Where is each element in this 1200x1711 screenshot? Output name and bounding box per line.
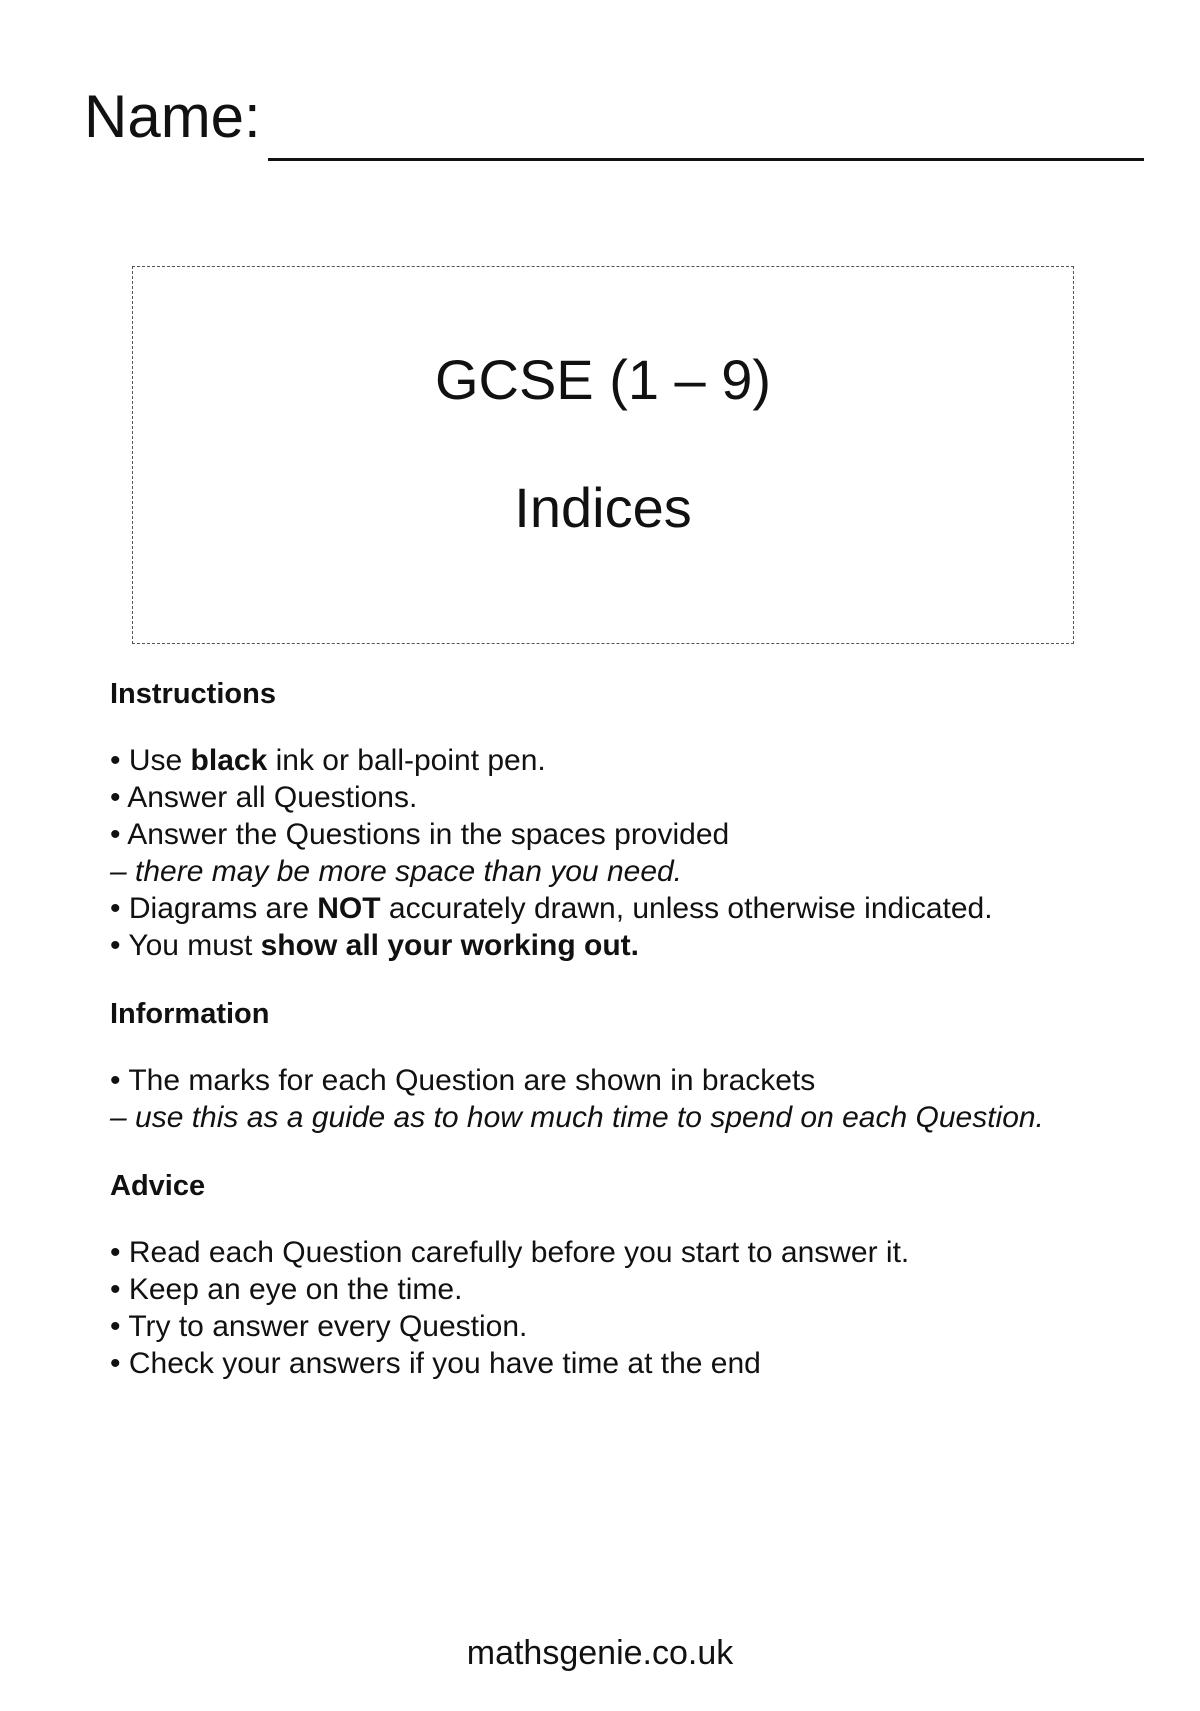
bullet-icon: • [110, 781, 121, 814]
title-box [132, 266, 1074, 644]
item-text: The marks for each Question are shown in brackets [128, 1064, 816, 1097]
advice-section [110, 1168, 1170, 1382]
cover-content [110, 676, 1170, 1382]
list-item [110, 1308, 1170, 1345]
bullet-icon: • [110, 1064, 121, 1097]
item-text: Keep an eye on the time. [128, 1273, 463, 1306]
exam-topic: Indices [514, 476, 692, 539]
item-text: accurately drawn, unless otherwise indicated. [380, 892, 993, 925]
name-label: Name: [84, 83, 261, 150]
item-bold-text: black [190, 744, 268, 777]
item-bold-text: NOT [317, 892, 381, 925]
item-bold-text: show all your working out. [260, 929, 639, 962]
instructions-heading: Instructions [110, 678, 276, 710]
item-text: Read each Question carefully before you start to answer it. [128, 1236, 910, 1269]
item-text: Answer the Questions in the spaces provided [127, 818, 730, 851]
information-heading: Information [110, 998, 270, 1030]
list-item [110, 1271, 1170, 1308]
list-item-note: – there may be more space than you need. [110, 855, 683, 888]
bullet-icon: • [110, 929, 121, 962]
instructions-list [110, 742, 1170, 964]
list-item [110, 1345, 1170, 1382]
bullet-icon: • [110, 892, 121, 925]
instructions-section [110, 676, 1170, 964]
bullet-icon: • [110, 1273, 121, 1306]
bullet-icon: • [110, 744, 121, 777]
list-item [110, 816, 1170, 853]
list-item [110, 779, 1170, 816]
item-text: Answer all Questions. [127, 781, 418, 814]
item-text: Diagrams are [128, 892, 318, 925]
exam-title: GCSE (1 – 9) [434, 348, 772, 411]
advice-list [110, 1234, 1170, 1382]
name-write-line[interactable] [268, 158, 1144, 161]
bullet-icon: • [110, 1347, 121, 1380]
bullet-icon: • [110, 1236, 121, 1269]
item-text: You must [128, 929, 261, 962]
item-text: Check your answers if you have time at the end [128, 1347, 761, 1380]
item-text: Try to answer every Question. [128, 1310, 528, 1343]
bullet-icon: • [110, 1310, 121, 1343]
list-item [110, 1234, 1170, 1271]
list-item [110, 927, 1170, 964]
bullet-icon: • [110, 818, 121, 851]
list-item [110, 890, 1170, 927]
information-section [110, 996, 1170, 1136]
information-list [110, 1062, 1170, 1136]
item-text: Use [128, 744, 191, 777]
list-item [110, 742, 1170, 779]
list-item [110, 1062, 1170, 1099]
advice-heading: Advice [110, 1170, 206, 1202]
list-item-note: – use this as a guide as to how much time to spend on each Question. [110, 1101, 1044, 1134]
item-text: ink or ball-point pen. [267, 744, 546, 777]
name-row [84, 82, 1144, 172]
footer-website: mathsgenie.co.uk [466, 1634, 734, 1672]
